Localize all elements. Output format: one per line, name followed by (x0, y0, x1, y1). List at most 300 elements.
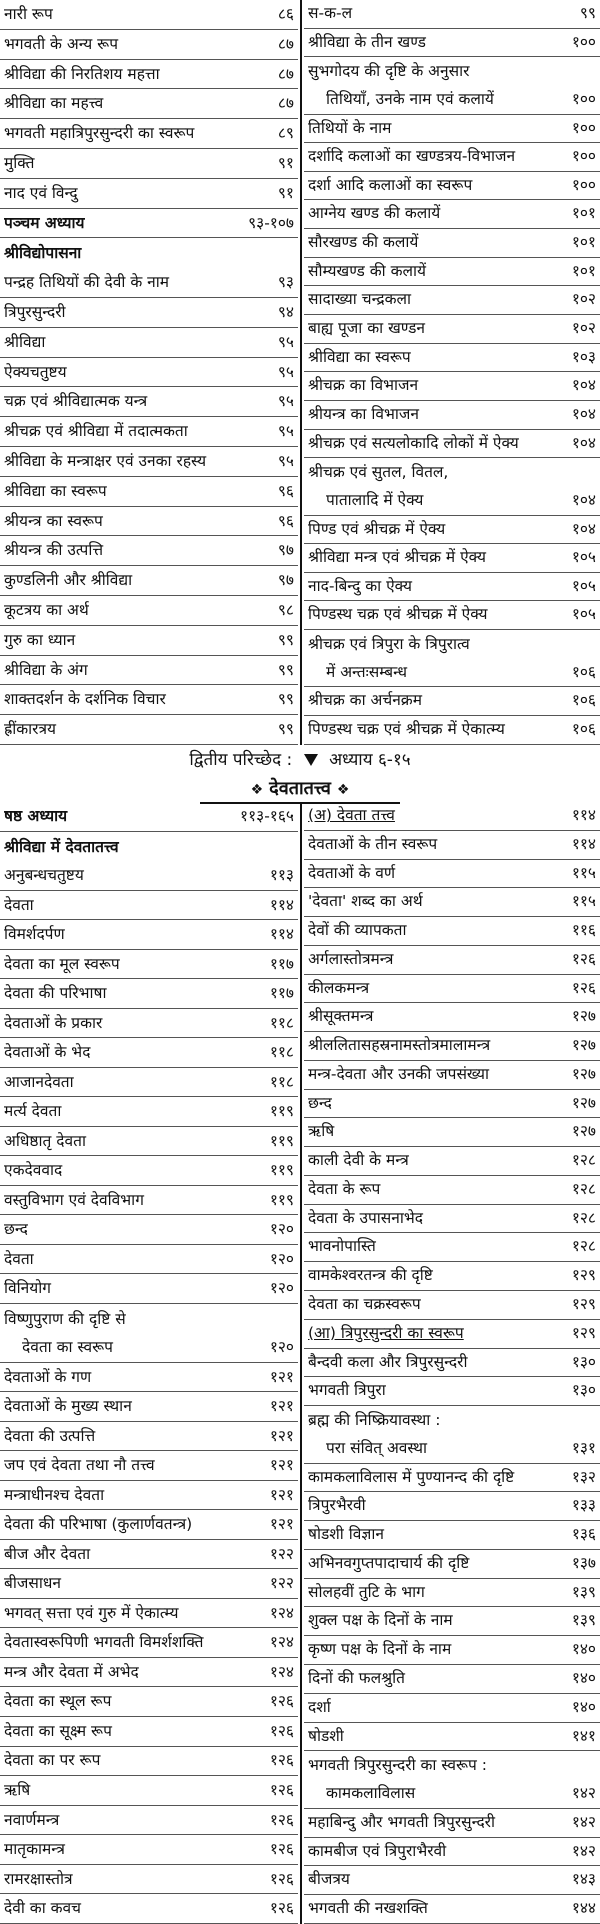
toc-entry (0, 328, 298, 358)
toc-entry-page: १२७ (571, 1036, 596, 1055)
toc-entry (304, 1866, 600, 1895)
toc-entry (0, 656, 298, 686)
toc-entry-text: ब्रह्म की निष्क्रियावस्था : (308, 1411, 441, 1430)
toc-entry (0, 1747, 298, 1777)
toc-entry-page: ११८ (269, 1043, 294, 1062)
toc-entry (0, 417, 298, 447)
toc-entry-text: श्रीविद्या का स्वरूप (4, 481, 107, 500)
toc-entry (304, 1176, 600, 1205)
toc-entry (0, 920, 298, 950)
toc-entry-page: ११३ (269, 866, 294, 885)
toc-entry-page: १०६ (571, 720, 596, 738)
toc-entry-text: सादाख्या चन्द्रकला (308, 290, 412, 309)
toc-entry-page: १०६ (571, 691, 596, 710)
toc-entry-text: श्रीविद्या के मन्त्राक्षर एवं उनका रहस्य (4, 451, 207, 470)
toc-entry (304, 573, 600, 602)
toc-entry-text: मन्त्र और देवता में अभेद (4, 1662, 139, 1681)
toc-entry-page: १०१ (571, 204, 596, 223)
toc-entry-text: श्रीविद्या की निरतिशय महत्ता (4, 64, 160, 83)
toc-entry-text: षोडशी (308, 1726, 344, 1745)
toc-entry-title (4, 358, 272, 387)
toc-entry-text: मातृकामन्त्र (4, 1840, 65, 1859)
toc-entry-title (4, 1156, 264, 1185)
toc-entry-page: १२६ (571, 949, 596, 968)
toc-entry-page: ११३-१६५ (240, 806, 294, 825)
toc-entry-page: ११८ (269, 1072, 294, 1091)
toc-entry-text: महाबिन्दु और भगवती त्रिपुरसुन्दरी (308, 1812, 496, 1831)
toc-entry-text: तिथियों के नाम (308, 118, 392, 137)
toc-entry-text: पन्द्रह तिथियों की देवी के नाम (4, 273, 170, 292)
toc-entry (0, 1451, 298, 1481)
toc-entry (0, 89, 298, 119)
toc-entry-text: कृष्ण पक्ष के दिनों के नाम (308, 1640, 452, 1659)
toc-entry-text: दर्शा (308, 1697, 331, 1716)
toc-entry-title (308, 1492, 566, 1520)
toc-entry-title (308, 516, 566, 544)
toc-entry (0, 387, 298, 417)
toc-entry (304, 1780, 600, 1809)
toc-entry-text: देवी का कवच (4, 1899, 82, 1918)
toc-entry-page: १३९ (571, 1582, 596, 1601)
toc-entry-title (4, 1658, 264, 1687)
toc-entry-title (4, 0, 272, 29)
toc-entry-page: १२६ (269, 1781, 294, 1799)
toc-entry (304, 544, 600, 573)
toc-entry (304, 115, 600, 144)
toc-entry-title (4, 1481, 264, 1510)
toc-entry-title (308, 344, 566, 372)
toc-entry-text: पिण्डस्थ चक्र एवं श्रीचक्र में ऐकात्म्य (308, 720, 505, 738)
toc-entry-title (4, 328, 272, 357)
toc-entry-text: दिनों की फलश्रुति (308, 1668, 405, 1687)
toc-entry-title (308, 631, 590, 659)
toc-entry-title (308, 946, 566, 974)
toc-entry-text: श्रीयन्त्र का विभाजन (308, 404, 419, 423)
toc-entry-text: देवतास्वरूपिणी भगवती विमर्शशक्ति (4, 1633, 204, 1652)
toc-entry-title (308, 58, 590, 86)
toc-entry-text: बीज और देवता (4, 1544, 91, 1563)
toc-entry (0, 1422, 298, 1452)
toc-entry-title (4, 209, 242, 238)
toc-entry-title (4, 1540, 264, 1569)
toc-entry-text: मुक्ति (4, 153, 35, 172)
toc-entry (304, 286, 600, 315)
toc-entry-page: १०५ (571, 605, 596, 624)
toc-entry-title (308, 372, 566, 400)
toc-entry-title (4, 119, 272, 148)
toc-entry-page: १२४ (269, 1603, 294, 1622)
toc-entry-text: देवता की उत्पत्ति (4, 1426, 96, 1445)
toc-entry (0, 477, 298, 507)
toc-entry-title (308, 200, 566, 228)
toc-entry (304, 630, 600, 659)
toc-entry-title (4, 1305, 288, 1334)
toc-entry-title (4, 239, 294, 268)
toc-entry-page: ९७ (277, 541, 294, 560)
toc-entry-text: पञ्चम अध्याय (4, 213, 85, 232)
toc-entry (304, 831, 600, 860)
toc-entry-title (308, 716, 566, 744)
toc-entry-text: गुरु का ध्यान (4, 630, 76, 649)
toc-entry-title (4, 1835, 264, 1864)
toc-entry-text: श्रीयन्त्र का स्वरूप (4, 511, 103, 530)
toc-entry-title (4, 1569, 264, 1598)
toc-entry-title (308, 487, 566, 515)
toc-entry-page: १०४ (571, 376, 596, 395)
toc-entry-title (4, 298, 272, 327)
toc-entry (0, 268, 298, 298)
toc-entry-text: छन्द (308, 1093, 332, 1112)
toc-entry (304, 946, 600, 975)
toc-entry-page: १२६ (571, 978, 596, 997)
toc-entry-text: देवता के रूप (308, 1179, 381, 1198)
toc-entry-title (4, 1274, 264, 1303)
toc-entry-page: १०४ (571, 490, 596, 509)
toc-entry-page: १२१ (269, 1515, 294, 1534)
toc-entry-page: ११७ (269, 954, 294, 973)
toc-entry-text: कामकलाविलास में पुण्यानन्द की दृष्टि (308, 1467, 515, 1486)
toc-entry-page: १४३ (571, 1870, 596, 1889)
toc-entry-text: बीजसाधन (4, 1574, 61, 1593)
toc-entry-page: १२२ (269, 1574, 294, 1593)
toc-entry-title (308, 86, 566, 114)
toc-entry-title (308, 0, 574, 28)
toc-entry-page: १२८ (571, 1208, 596, 1227)
toc-entry-title (308, 802, 566, 830)
toc-entry-title (308, 917, 566, 945)
toc-entry-title (308, 860, 566, 888)
toc-entry-text: देवता का स्वरूप (22, 1338, 113, 1357)
toc-entry-title (4, 891, 264, 920)
toc-entry-title (308, 1636, 566, 1664)
toc-section-1 (0, 0, 600, 745)
toc-entry-title (308, 29, 566, 57)
toc-entry-page: १२६ (269, 1721, 294, 1740)
toc-entry-page: १३१ (571, 1438, 596, 1457)
toc-entry (0, 536, 298, 566)
toc-entry-page: ९९ (579, 3, 596, 22)
toc-entry-page: १२४ (269, 1662, 294, 1681)
toc-entry-page: ११४ (571, 834, 596, 853)
toc-entry-title (4, 1038, 264, 1067)
toc-entry-title (4, 1009, 264, 1038)
toc-entry-page: ११९ (269, 1190, 294, 1209)
toc-entry-text: ह्रींकारत्रय (4, 720, 57, 739)
toc-entry-text: आग्नेय खण्ड की कलायें (308, 204, 441, 223)
toc-entry-page: ९५ (277, 362, 294, 381)
toc-entry (304, 1406, 600, 1435)
toc-entry-page: १४२ (571, 1784, 596, 1803)
toc-entry-title (308, 1377, 566, 1405)
toc-entry-page: १०० (571, 147, 596, 166)
toc-entry-title (4, 30, 272, 59)
toc-entry-title (308, 1665, 566, 1693)
part-caption (0, 745, 600, 775)
toc-entry (0, 1865, 298, 1895)
toc-entry-page: ११४ (269, 895, 294, 914)
toc-entry (304, 258, 600, 287)
toc-entry (0, 0, 298, 30)
toc-entry (0, 1510, 298, 1540)
chapter-heading (0, 209, 298, 239)
toc-entry (304, 888, 600, 917)
toc-entry (304, 1349, 600, 1378)
toc-entry (304, 86, 600, 115)
toc-entry-text: बीजत्रय (308, 1870, 350, 1889)
toc-entry-title (308, 229, 566, 257)
toc-entry (304, 1665, 600, 1694)
toc-entry-text: श्रीचक्र का अर्चनक्रम (308, 691, 422, 710)
toc-entry-title (308, 544, 566, 572)
toc-entry (304, 1838, 600, 1867)
toc-entry (304, 1377, 600, 1406)
toc-entry-title (308, 430, 566, 458)
toc-entry-text: देवताओं के मुख्य स्थान (4, 1397, 132, 1416)
toc-entry (304, 860, 600, 889)
toc-entry (0, 891, 298, 921)
toc-entry-title (4, 60, 272, 89)
toc-entry (0, 1599, 298, 1629)
toc-entry-title (4, 802, 234, 831)
toc-entry-text: षष्ठ अध्याय (4, 806, 68, 825)
toc-entry-text: भगवती की नखशक्ति (308, 1899, 428, 1918)
toc-entry-title (308, 888, 566, 916)
toc-entry-page: १०४ (571, 519, 596, 538)
toc-entry-title (308, 1550, 566, 1578)
toc-entry (0, 1333, 298, 1363)
toc-entry-title (308, 1723, 566, 1751)
toc-entry (304, 1521, 600, 1550)
toc-entry-text: भावनोपास्ति (308, 1237, 376, 1256)
toc-entry (304, 143, 600, 172)
toc-entry (0, 1215, 298, 1245)
toc-entry-page: १२१ (269, 1485, 294, 1504)
toc-entry-page: ८९ (277, 124, 294, 143)
toc-entry (304, 659, 600, 688)
toc-entry-text: भगवती त्रिपुरसुन्दरी का स्वरूप : (308, 1756, 488, 1775)
toc-entry-page: १२१ (269, 1456, 294, 1475)
toc-entry (0, 1274, 298, 1304)
toc-entry-page: १०४ (571, 404, 596, 423)
toc-entry-text: श्रीसूक्तमन्त्र (308, 1007, 374, 1026)
toc-entry-title (308, 1407, 590, 1435)
toc-entry-page: ९४ (277, 302, 294, 321)
toc-entry-text: ऋषि (308, 1122, 335, 1141)
toc-entry-page: १२७ (571, 1007, 596, 1026)
down-arrow-icon (304, 754, 318, 766)
toc-entry-text: भगवती के अन्य रूप (4, 34, 119, 53)
toc-entry-page: ९८ (277, 600, 294, 619)
toc-entry-text: परा संवित् अवस्था (326, 1438, 428, 1457)
toc-entry-page: १०० (571, 118, 596, 137)
toc-entry-page: ९१ (277, 153, 294, 172)
part-title-text: देवतातत्त्व (269, 778, 331, 799)
toc-entry-text: श्रीविद्या मन्त्र एवं श्रीचक्र में ऐक्य (308, 548, 486, 567)
toc-entry-text: देवता का मूल स्वरूप (4, 954, 120, 973)
toc-entry-text: ऋषि (4, 1781, 31, 1799)
toc-entry-title (4, 1127, 264, 1156)
toc-entry (0, 30, 298, 60)
toc-entry-text: (आ) त्रिपुरसुन्दरी का स्वरूप (308, 1323, 464, 1342)
toc-entry-title (308, 1233, 566, 1261)
toc-entry (0, 1894, 298, 1924)
toc-entry-page: १०२ (571, 319, 596, 338)
toc-entry-title (308, 687, 566, 715)
toc-entry-page: १२८ (571, 1179, 596, 1198)
toc-entry-text: त्रिपुरभैरवी (308, 1496, 366, 1515)
toc-entry-page: ८७ (277, 34, 294, 53)
toc-entry-text: कीलकमन्त्र (308, 978, 370, 997)
toc-entry-page: १४२ (571, 1841, 596, 1860)
toc-entry-title (308, 1262, 566, 1290)
toc-entry-page: ११९ (269, 1131, 294, 1150)
toc-entry-text: श्रीचक्र का विभाजन (308, 376, 419, 395)
toc-entry-text: सौरखण्ड की कलायें (308, 233, 419, 252)
toc-entry (304, 1003, 600, 1032)
toc-entry-title (308, 975, 566, 1003)
toc-entry-text: श्रीविद्या के तीन खण्ड (308, 32, 426, 51)
toc-entry-text: श्रीचक्र एवं श्रीविद्या में तदात्मकता (4, 422, 188, 441)
toc-entry-title (308, 1694, 566, 1722)
toc-entry-text: श्रीचक्र एवं सत्यलोकादि लोकों में ऐक्य (308, 433, 519, 452)
toc-entry (304, 315, 600, 344)
toc-entry (304, 1550, 600, 1579)
toc-entry (0, 149, 298, 179)
toc-entry-page: ११७ (269, 984, 294, 1003)
toc-entry-title (308, 831, 566, 859)
toc-entry-text: कामकलाविलास (326, 1784, 416, 1803)
toc-entry-page: १२२ (269, 1544, 294, 1563)
toc-entry (0, 1009, 298, 1039)
toc-entry (304, 458, 600, 487)
ornament-icon: ❖ (250, 782, 264, 798)
toc-entry-page: १०० (571, 175, 596, 194)
toc-entry-page: ११५ (571, 863, 596, 882)
toc-entry-page: १२७ (571, 1064, 596, 1083)
toc-entry-page: १३० (571, 1352, 596, 1371)
toc-entry-title (308, 459, 590, 487)
toc-entry (0, 1569, 298, 1599)
toc-entry (304, 1607, 600, 1636)
toc-entry-page: ११४ (571, 806, 596, 824)
chapter-heading (0, 802, 298, 832)
toc-entry-page: १२६ (269, 1869, 294, 1888)
toc-entry-text: श्रीविद्या में देवतातत्त्व (4, 837, 119, 856)
toc-entry (0, 1097, 298, 1127)
toc-entry (0, 358, 298, 388)
toc-entry-title (308, 1090, 566, 1118)
toc-entry-title (308, 1579, 566, 1607)
toc-entry-title (308, 1320, 566, 1348)
toc-entry-text: देवताओं के प्रकार (4, 1013, 103, 1032)
toc-entry (304, 29, 600, 58)
toc-entry (304, 487, 600, 516)
toc-entry-text: कूटत्रय का अर्थ (4, 600, 89, 619)
toc-entry-text: वामकेश्वरतन्त्र की दृष्टि (308, 1266, 433, 1285)
toc-column-right (304, 802, 600, 1924)
toc-entry-page: १३० (571, 1381, 596, 1400)
toc-entry-title (4, 1776, 264, 1805)
toc-entry-page: ९५ (277, 451, 294, 470)
toc-entry (0, 685, 298, 715)
toc-entry (304, 917, 600, 946)
toc-entry-title (308, 1032, 566, 1060)
toc-entry (304, 716, 600, 745)
toc-entry (0, 596, 298, 626)
toc-entry-text: एकदेववाद (4, 1161, 63, 1180)
toc-entry-page: १४० (571, 1668, 596, 1687)
toc-entry (304, 1694, 600, 1723)
toc-entry-text: मन्त्र-देवता और उनकी जपसंख्या (308, 1064, 490, 1083)
toc-entry-title (308, 1061, 566, 1089)
toc-entry (0, 1038, 298, 1068)
toc-entry-title (308, 1521, 566, 1549)
column-divider (300, 802, 302, 1924)
toc-entry-title (4, 1806, 264, 1835)
toc-entry (304, 1636, 600, 1665)
toc-entry-page: ९५ (277, 332, 294, 351)
toc-entry-text: नाद एवं विन्दु (4, 183, 78, 202)
toc-entry-title (308, 1003, 566, 1031)
toc-entry-page: ९३-१०७ (248, 213, 294, 232)
toc-entry (304, 1032, 600, 1061)
toc-entry-text: भगवत् सत्ता एवं गुरु में ऐकात्म्य (4, 1603, 179, 1622)
toc-entry-page: १४१ (571, 1726, 596, 1745)
toc-entry-text: अनुबन्धचतुष्टय (4, 866, 84, 885)
toc-entry (0, 1835, 298, 1865)
toc-entry-page: १२७ (571, 1093, 596, 1112)
toc-entry-text: तिथियाँ, उनके नाम एवं कलायें (326, 89, 494, 108)
toc-entry-text: श्रीचक्र एवं सुतल, वितल, (308, 463, 449, 482)
toc-entry-text: भगवती महात्रिपुरसुन्दरी का स्वरूप (4, 124, 195, 143)
toc-entry-title (4, 387, 272, 416)
toc-entry-text: मन्त्राधीनश्च देवता (4, 1485, 105, 1504)
toc-entry-page: १३२ (571, 1467, 596, 1486)
toc-entry-page: ९६ (277, 511, 294, 530)
toc-entry (304, 802, 600, 831)
toc-entry-title (308, 1291, 566, 1319)
toc-entry-text: विमर्शदर्पण (4, 925, 65, 944)
toc-entry (0, 1392, 298, 1422)
toc-entry-page: ९९ (277, 630, 294, 649)
toc-entry-title (308, 1866, 566, 1894)
toc-entry (0, 507, 298, 537)
toc-entry-page: १४० (571, 1640, 596, 1659)
toc-entry-page: १४० (571, 1697, 596, 1716)
toc-entry-page: ११९ (269, 1102, 294, 1121)
toc-entry-title (4, 179, 272, 208)
toc-entry-text: श्रीविद्या के अंग (4, 660, 88, 679)
toc-entry (304, 1751, 600, 1780)
toc-entry-title (308, 258, 566, 286)
toc-entry-title (308, 1176, 566, 1204)
toc-entry-text: श्रीललितासहस्रनामस्तोत्रमालामन्त्र (308, 1036, 491, 1055)
toc-entry-text: देवता का पर रूप (4, 1751, 101, 1770)
toc-entry (0, 1806, 298, 1836)
toc-entry-text: चक्र एवं श्रीविद्यात्मक यन्त्र (4, 392, 148, 411)
toc-entry (304, 200, 600, 229)
toc-entry (304, 229, 600, 258)
toc-entry-text: देवता का सूक्ष्म रूप (4, 1721, 112, 1740)
toc-entry-text: देवता का चक्रस्वरूप (308, 1295, 421, 1314)
toc-entry (0, 1481, 298, 1511)
toc-entry-page: १२९ (571, 1323, 596, 1342)
toc-entry-page: १२६ (269, 1692, 294, 1711)
toc-entry-page: ११५ (571, 892, 596, 911)
toc-entry-page: १२९ (571, 1266, 596, 1285)
toc-entry-page: १०१ (571, 261, 596, 280)
toc-entry (0, 979, 298, 1009)
